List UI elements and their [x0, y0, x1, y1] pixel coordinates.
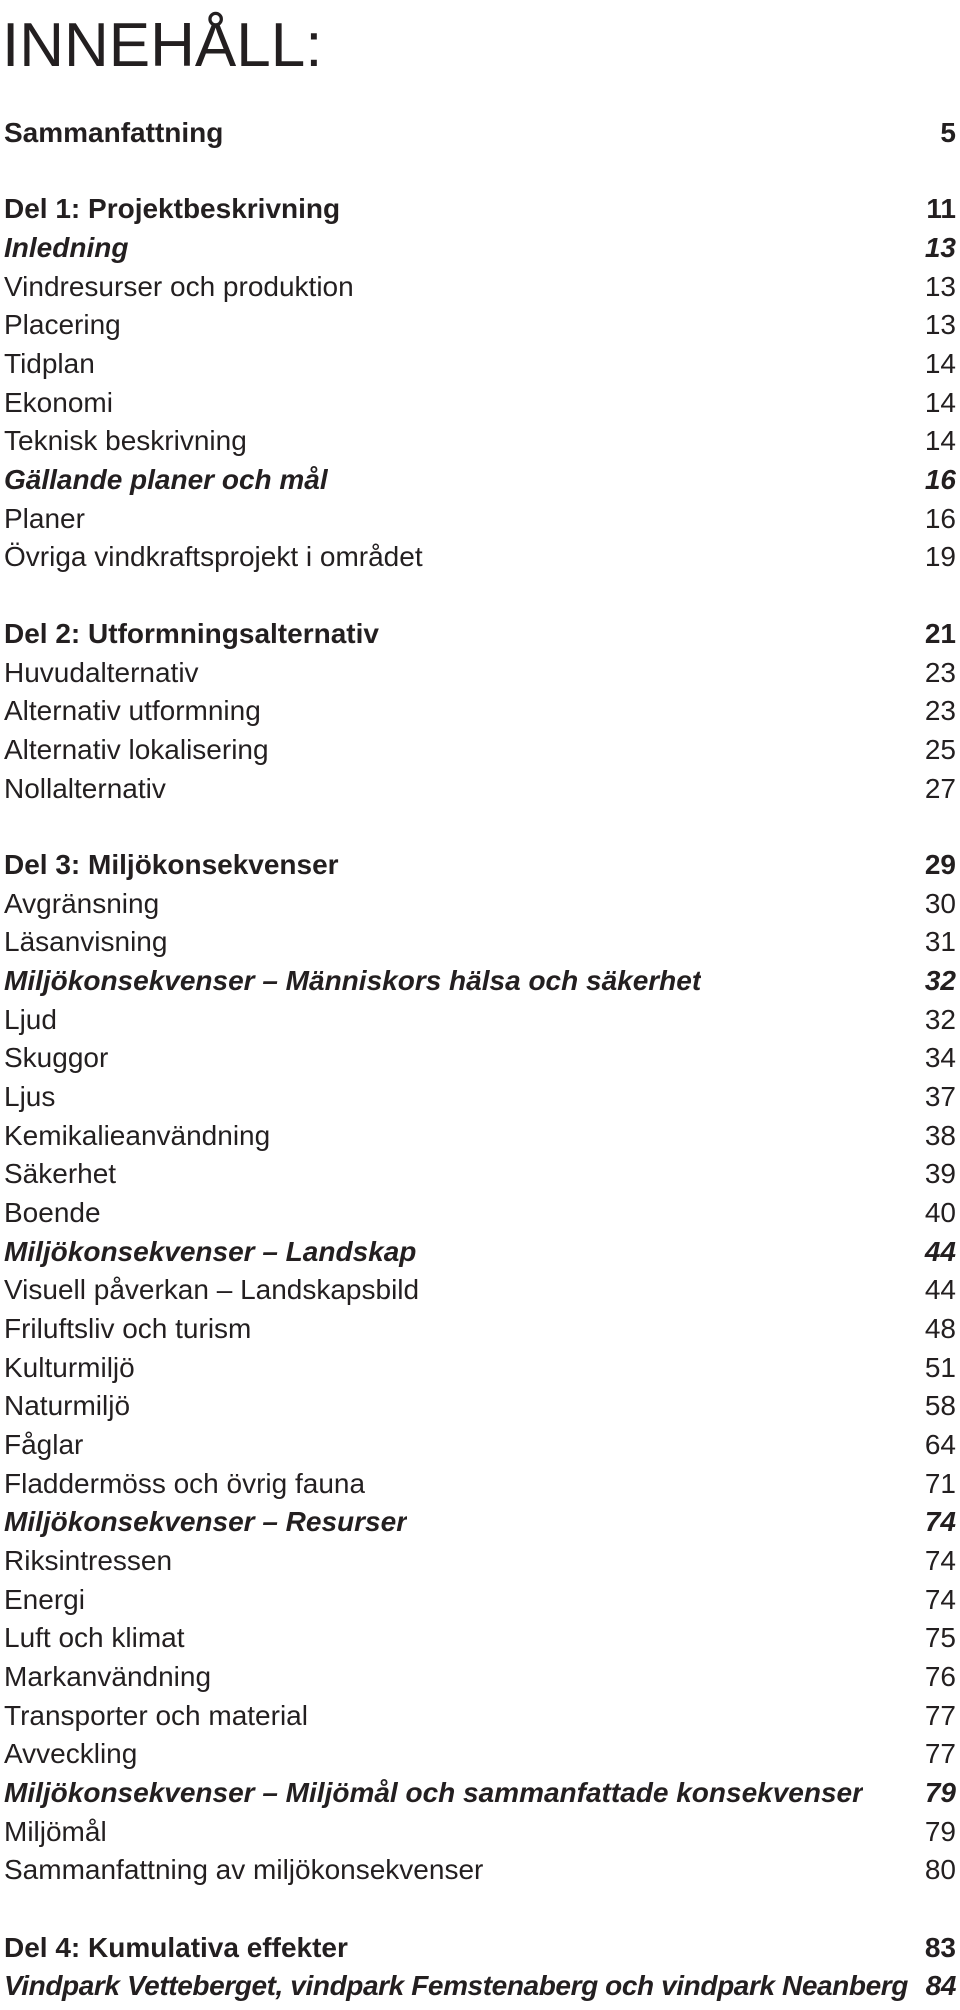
toc-entry-page: 11 — [926, 193, 956, 224]
toc-entry-label: Miljökonsekvenser – Människors hälsa och säkerhet — [4, 965, 702, 996]
toc-entry — [4, 1426, 956, 1464]
toc-entry — [4, 500, 956, 538]
toc-entry — [4, 306, 956, 344]
toc-entry — [4, 615, 956, 653]
toc-entry-label: Sammanfattning av miljökonsekvenser — [4, 1854, 484, 1885]
toc-entry-label: Placering — [4, 309, 121, 340]
toc-entry-page: 84 — [925, 1970, 956, 2001]
toc-entry — [4, 885, 956, 923]
toc-entry-page: 16 — [924, 503, 956, 534]
toc-entry-label: Avveckling — [4, 1738, 138, 1769]
toc-entry-page: 14 — [924, 387, 956, 418]
toc-entry-label: Vindpark Vetteberget, vindpark Femstenaberg och vindpark Neanberg — [4, 1970, 908, 2001]
toc-entry-page: 51 — [924, 1352, 956, 1383]
toc-entry-label: Teknisk beskrivning — [4, 425, 247, 456]
toc-entry-label: Övriga vindkraftsprojekt i området — [4, 541, 423, 572]
toc-entry — [4, 1039, 956, 1077]
toc-entry-label: Kulturmiljö — [4, 1352, 135, 1383]
page-title: INNEHÅLL: — [2, 11, 323, 80]
toc-entry — [4, 1465, 956, 1503]
toc-entry-page: 79 — [924, 1777, 956, 1808]
toc-entry-label: Markanvändning — [4, 1661, 212, 1692]
toc-entry — [4, 1581, 956, 1619]
toc-entry-page: 34 — [924, 1042, 956, 1073]
toc-entry — [4, 384, 956, 422]
toc-entry-label: Nollalternativ — [4, 773, 166, 804]
toc-entry-label: Planer — [4, 503, 85, 534]
toc-entry-label: Ekonomi — [4, 387, 113, 418]
toc-entry-label: Skuggor — [4, 1042, 109, 1073]
toc-entry — [4, 345, 956, 383]
toc-entry-page: 30 — [924, 888, 956, 919]
toc-entry — [4, 1194, 956, 1232]
toc-entry-label: Del 1: Projektbeskrivning — [4, 193, 341, 224]
toc-entry-page: 40 — [924, 1197, 956, 1228]
toc-entry — [4, 422, 956, 460]
toc-entry-page: 58 — [924, 1390, 956, 1421]
toc-entry-label: Naturmiljö — [4, 1390, 131, 1421]
toc-entry-page: 13 — [924, 271, 956, 302]
toc-entry — [4, 1658, 956, 1696]
toc-entry-page: 5 — [940, 117, 956, 148]
toc-entry-label: Del 2: Utformningsalternativ — [4, 618, 379, 649]
toc-entry-label: Inledning — [4, 232, 129, 263]
toc-entry — [4, 1233, 956, 1271]
toc-entry — [4, 1155, 956, 1193]
toc-entry-page: 64 — [924, 1429, 956, 1460]
toc-entry-page: 75 — [924, 1622, 956, 1653]
toc-entry — [4, 1001, 956, 1039]
toc-entry-page: 38 — [924, 1120, 956, 1151]
toc-entry-page: 13 — [924, 309, 956, 340]
toc-entry-label: Boende — [4, 1197, 101, 1228]
toc-entry — [4, 731, 956, 769]
toc-entry-label: Kemikalieanvändning — [4, 1120, 271, 1151]
toc-entry-label: Alternativ utformning — [4, 695, 261, 726]
toc-entry-page: 27 — [924, 773, 956, 804]
toc-entry-page: 25 — [924, 734, 956, 765]
toc-entry-page: 71 — [924, 1468, 956, 1499]
toc-entry — [4, 1117, 956, 1155]
toc-entry — [4, 1387, 956, 1425]
toc-entry-page: 83 — [924, 1932, 956, 1963]
toc-entry — [4, 1349, 956, 1387]
toc-entry — [4, 654, 956, 692]
toc-entry-label: Vindresurser och produktion — [4, 271, 354, 302]
toc-entry — [4, 1774, 956, 1812]
toc-entry-page: 19 — [924, 541, 956, 572]
toc-entry-page: 76 — [924, 1661, 956, 1692]
toc-entry — [4, 770, 956, 808]
toc-entry-page: 37 — [924, 1081, 956, 1112]
toc-entry-label: Miljömål — [4, 1816, 107, 1847]
toc-entry-page: 39 — [924, 1158, 956, 1189]
toc-entry — [4, 692, 956, 730]
toc-entry-page: 80 — [924, 1854, 956, 1885]
toc-entry-label: Riksintressen — [4, 1545, 173, 1576]
toc-entry-page: 13 — [924, 232, 956, 263]
toc-entry — [4, 1078, 956, 1116]
toc-entry-page: 23 — [924, 657, 956, 688]
toc-entry — [4, 962, 956, 1000]
toc-entry — [4, 1542, 956, 1580]
toc-entry-page: 21 — [924, 618, 956, 649]
toc-entry — [4, 1967, 956, 2005]
toc-entry-label: Ljud — [4, 1004, 57, 1035]
toc-entry-label: Del 4: Kumulativa effekter — [4, 1932, 348, 1963]
toc-entry-label: Miljökonsekvenser – Landskap — [4, 1236, 417, 1267]
toc-entry — [4, 538, 956, 576]
toc-entry-label: Luft och klimat — [4, 1622, 185, 1653]
toc-entry-label: Sammanfattning — [4, 117, 224, 148]
toc-entry-page: 23 — [924, 695, 956, 726]
toc-entry-label: Fladdermöss och övrig fauna — [4, 1468, 366, 1499]
toc-entry — [4, 190, 956, 228]
toc-entry — [4, 1310, 956, 1348]
toc-entry-page: 74 — [924, 1545, 956, 1576]
toc-entry-label: Huvudalternativ — [4, 657, 199, 688]
toc-entry — [4, 846, 956, 884]
toc-entry-label: Säkerhet — [4, 1158, 117, 1189]
toc-entry-label: Del 3: Miljökonsekvenser — [4, 849, 339, 880]
toc-entry — [4, 1503, 956, 1541]
toc-entry — [4, 229, 956, 267]
toc-entry-page: 29 — [924, 849, 956, 880]
toc-entry-page: 74 — [924, 1506, 956, 1537]
toc-entry-page: 14 — [924, 425, 956, 456]
toc-entry-label: Friluftsliv och turism — [4, 1313, 252, 1344]
toc-entry — [4, 461, 956, 499]
toc-entry-page: 48 — [924, 1313, 956, 1344]
toc-entry-label: Alternativ lokalisering — [4, 734, 269, 765]
toc-entry-page: 31 — [924, 926, 956, 957]
toc-entry — [4, 268, 956, 306]
toc-entry-label: Visuell påverkan – Landskapsbild — [4, 1274, 420, 1305]
toc-entry-page: 16 — [924, 464, 956, 495]
toc-entry-label: Gällande planer och mål — [4, 464, 328, 495]
toc-entry — [4, 1813, 956, 1851]
toc-entry-label: Läsanvisning — [4, 926, 168, 957]
toc-entry-label: Tidplan — [4, 348, 95, 379]
toc-entry-page: 74 — [924, 1584, 956, 1615]
toc-entry-label: Transporter och material — [4, 1700, 308, 1731]
toc-entry-label: Miljökonsekvenser – Miljömål och sammanfattade konsekvenser — [4, 1777, 864, 1808]
toc-entry-label: Ljus — [4, 1081, 56, 1112]
toc-entry-page: 79 — [924, 1816, 956, 1847]
toc-entry-page: 32 — [924, 1004, 956, 1035]
toc-entry — [4, 1735, 956, 1773]
toc-entry — [4, 114, 956, 152]
toc-entry-label: Miljökonsekvenser – Resurser — [4, 1506, 408, 1537]
toc-entry-page: 44 — [924, 1236, 956, 1267]
toc-entry-page: 44 — [924, 1274, 956, 1305]
toc-entry-page: 77 — [924, 1738, 956, 1769]
toc-entry — [4, 1271, 956, 1309]
toc-entry-label: Energi — [4, 1584, 85, 1615]
toc-entry — [4, 923, 956, 961]
toc-entry-label: Avgränsning — [4, 888, 160, 919]
toc-entry-label: Fåglar — [4, 1429, 84, 1460]
toc-entry — [4, 1929, 956, 1967]
toc-entry-page: 32 — [924, 965, 956, 996]
toc-entry-page: 77 — [924, 1700, 956, 1731]
toc-entry — [4, 1697, 956, 1735]
toc-entry-page: 14 — [924, 348, 956, 379]
toc-entry — [4, 1619, 956, 1657]
toc-entry — [4, 1851, 956, 1889]
